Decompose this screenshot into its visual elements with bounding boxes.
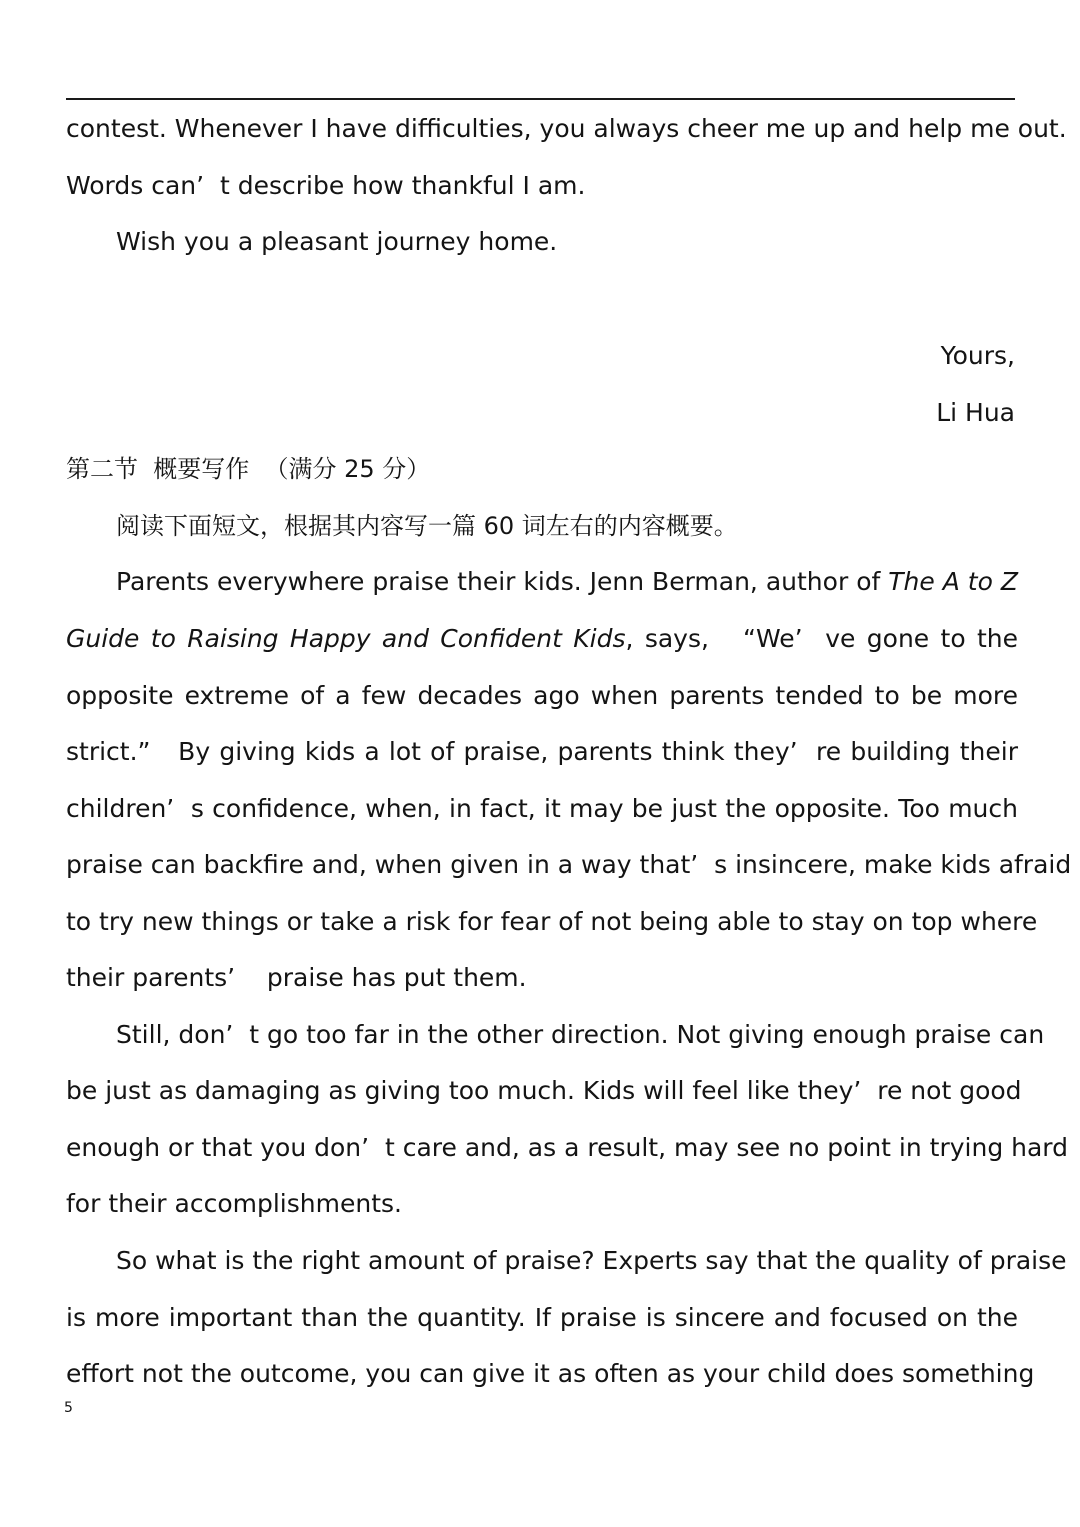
book-title-part-1: The A to Z — [888, 567, 1018, 596]
passage-p1-line-2 — [66, 619, 1018, 659]
passage-p2-line-2: be just as damaging as giving too much. Kids will feel like they’ re not good — [66, 1076, 1022, 1105]
section-instruction: 阅读下面短文，根据其内容写一篇 60 词左右的内容概要。 — [116, 512, 738, 540]
letter-line-2: Words can’ t describe how thankful I am. — [66, 171, 586, 200]
passage-p1-line-7: to try new things or take a risk for fear of not being able to stay on top where — [66, 907, 1038, 936]
letter-line-3: Wish you a pleasant journey home. — [116, 227, 558, 256]
passage-p3-line-1: So what is the right amount of praise? Experts say that the quality of praise — [116, 1246, 1067, 1275]
letter-signature: Li Hua — [936, 398, 1015, 427]
page-number: 5 — [64, 1400, 73, 1416]
passage-p1-line-1 — [116, 562, 1018, 602]
book-title-part-2: Guide to Raising Happy and Confident Kids — [66, 624, 626, 653]
passage-p1-line-6: praise can backfire and, when given in a way that’ s insincere, make kids afraid — [66, 850, 1072, 879]
passage-text: , says, “We’ ve gone to the — [625, 624, 1019, 653]
passage-p3-line-2: is more important than the quantity. If praise is sincere and focused on the — [66, 1303, 1018, 1332]
passage-p2-line-4: for their accomplishments. — [66, 1189, 402, 1218]
letter-closing: Yours, — [940, 341, 1015, 370]
passage-p1-line-8: their parents’ praise has put them. — [66, 963, 527, 992]
letter-line-1: contest. Whenever I have difficulties, you always cheer me up and help me out. — [66, 114, 1067, 143]
passage-p1-line-3: opposite extreme of a few decades ago when parents tended to be more — [66, 681, 1018, 710]
passage-p1-line-5: children’ s confidence, when, in fact, it may be just the opposite. Too much — [66, 794, 1018, 823]
passage-p2-line-1: Still, don’ t go too far in the other direction. Not giving enough praise can — [116, 1020, 1045, 1049]
passage-p3-line-3: effort not the outcome, you can give it as often as your child does something — [66, 1359, 1035, 1388]
passage-p2-line-3: enough or that you don’ t care and, as a result, may see no point in trying hard — [66, 1133, 1069, 1162]
passage-p1-line-4: strict.” By giving kids a lot of praise, parents think they’ re building their — [66, 737, 1018, 766]
section-heading: 第二节 概要写作 （满分 25 分） — [66, 455, 431, 483]
passage-text: Parents everywhere praise their kids. Jenn Berman, author of — [116, 567, 889, 596]
top-divider-line — [66, 98, 1015, 100]
